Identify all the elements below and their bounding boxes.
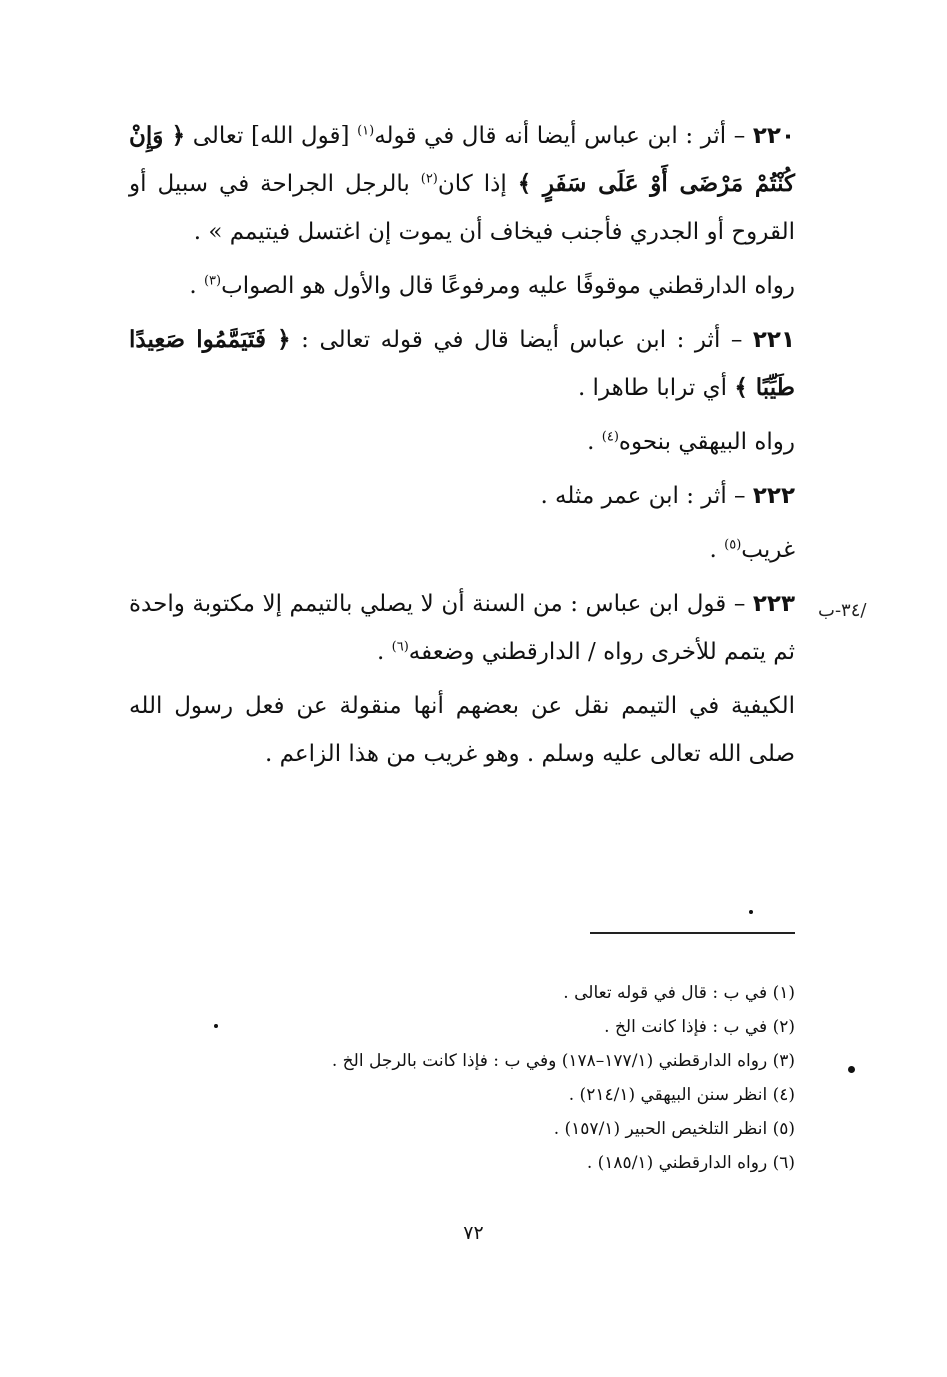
text-segment: أي ترابا طاهرا .	[577, 375, 735, 401]
text-segment: – أثر : ابن عباس أيضا قال في قوله تعالى :	[290, 327, 753, 353]
scan-speck	[749, 910, 753, 914]
text-segment: إذا كان	[437, 171, 518, 197]
item-number: ٢٢٢	[752, 483, 795, 509]
text-segment: – أثر : ابن عباس أيضا أنه قال في قوله	[374, 123, 753, 149]
footnote-ref: (٢)	[420, 171, 438, 187]
paragraph-221	[129, 316, 795, 412]
text-segment: .	[587, 429, 602, 455]
page-number: ٧٢	[463, 1222, 484, 1244]
text-segment: .	[709, 537, 725, 563]
footnotes	[129, 976, 795, 1180]
paragraph-223	[129, 580, 795, 676]
paragraph-rare	[129, 526, 795, 574]
scan-speck	[848, 1066, 855, 1073]
text-segment: الكيفية في التيمم نقل عن بعضهم أنها منقولة عن فعل رسول الله صلى الله تعالى عليه وسلم . وهو غريب من هذا الزاعم .	[129, 693, 795, 767]
footnote-ref: (٣)	[203, 273, 222, 289]
footnote-item: (٤) انظر سنن البيهقي (٢١٤/١) .	[568, 1085, 795, 1105]
paragraph-narration-1	[129, 262, 795, 310]
text-segment: بالرجل الجراحة في سبيل أو القروح أو الجدري فأجنب فيخاف أن يموت إن اغتسل فيتيمم » .	[129, 171, 795, 245]
text-segment: – قول ابن عباس : من السنة أن لا يصلي بالتيمم إلا مكتوبة واحدة ثم يتمم للأخرى رواه / الدارقطني وضعفه	[129, 591, 795, 665]
footnote-item: (٥) انظر التلخيص الحبير (١٥٧/١) .	[553, 1119, 795, 1139]
quran-verse: ﴿ وَإِنْ كُنْتُمْ مَرْضَى أَوْ عَلَى سَفَرٍ ﴾	[129, 122, 795, 197]
text-segment: .	[189, 273, 204, 299]
footnote-item: (٦) رواه الدارقطني (١٨٥/١) .	[586, 1153, 795, 1173]
item-number: ٢٢١	[752, 327, 795, 353]
item-number: ٢٢٣	[752, 591, 795, 617]
footnote-ref: (١)	[357, 123, 375, 139]
text-segment: غريب	[741, 537, 795, 563]
footnote-divider	[590, 932, 795, 934]
quran-verse: ﴿ فَتَيَمَّمُوا صَعِيدًا طَيِّبًا ﴾	[129, 326, 795, 401]
footnote-item: (٢) في ب : فإذا كانت الخ .	[604, 1017, 795, 1037]
paragraph-narration-2	[129, 418, 795, 466]
text-segment: رواه الدارقطني موقوفًا عليه ومرفوعًا قال والأول هو الصواب	[221, 273, 795, 299]
footnote-ref: (٥)	[724, 537, 742, 553]
text-segment: – أثر : ابن عمر مثله .	[540, 483, 753, 509]
manuscript-folio-note: /٣٤-ب	[818, 600, 867, 621]
paragraph-method	[129, 682, 795, 778]
text-segment: [قول الله] تعالى	[185, 123, 358, 149]
footnote-ref: (٦)	[391, 639, 409, 655]
text-segment: .	[377, 639, 392, 665]
item-number: ٢٢٠	[752, 123, 795, 149]
main-text	[129, 112, 795, 784]
scan-speck	[214, 1024, 218, 1028]
footnote-ref: (٤)	[601, 429, 619, 445]
text-segment: رواه البيهقي بنحوه	[618, 429, 795, 455]
paragraph-222	[129, 472, 795, 520]
footnote-item: (١) في ب : قال في قوله تعالى .	[563, 983, 795, 1003]
footnote-item: (٣) رواه الدارقطني (١٧٧/١–١٧٨) وفي ب : فإذا كانت بالرجل الخ .	[331, 1051, 795, 1071]
paragraph-220	[129, 112, 795, 256]
